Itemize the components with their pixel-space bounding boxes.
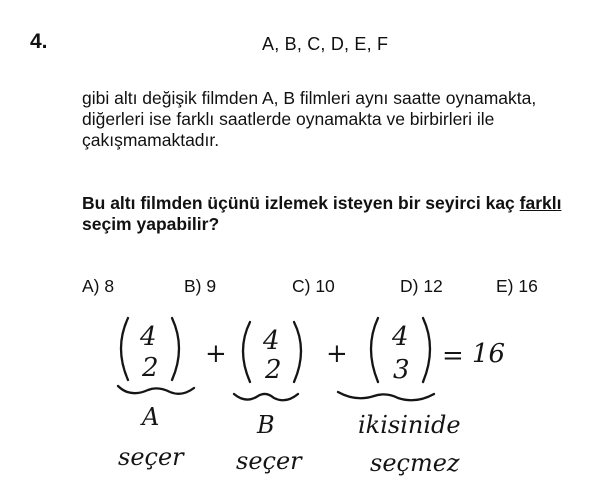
prompt-start: Bu altı filmden üçünü izlemek isteyen bir seyirci kaç bbox=[82, 193, 520, 213]
note-a: seçer bbox=[118, 443, 184, 471]
paren-right-2 bbox=[294, 322, 301, 382]
paren-left-1 bbox=[121, 318, 128, 380]
film-set: A, B, C, D, E, F bbox=[262, 34, 389, 54]
brace-2 bbox=[234, 394, 298, 400]
note-both: seçmez bbox=[370, 449, 460, 477]
result-value: 16 bbox=[472, 339, 506, 369]
label-b: B bbox=[257, 411, 275, 439]
choice-d[interactable]: D) 12 bbox=[400, 276, 443, 296]
plus-2: + bbox=[326, 339, 348, 369]
paren-left-2 bbox=[243, 322, 250, 382]
note-b: seçer bbox=[236, 447, 302, 475]
choice-a[interactable]: A) 8 bbox=[82, 276, 115, 296]
term2-bottom: 2 bbox=[265, 355, 282, 385]
choice-b[interactable]: B) 9 bbox=[184, 276, 217, 296]
term1-bottom: 2 bbox=[142, 353, 159, 383]
question-number: 4. bbox=[30, 30, 48, 53]
prompt-end: seçim yapabilir? bbox=[82, 214, 220, 234]
label-both: ikisinide bbox=[358, 411, 461, 439]
prompt-underlined: farklı bbox=[519, 193, 562, 213]
paren-right-1 bbox=[172, 318, 179, 380]
choice-c[interactable]: C) 10 bbox=[292, 276, 335, 296]
paren-left-3 bbox=[371, 318, 378, 382]
term2-top: 4 bbox=[263, 326, 280, 356]
equals-sign: = bbox=[442, 341, 464, 371]
choice-e[interactable]: E) 16 bbox=[496, 276, 538, 296]
plus-1: + bbox=[205, 339, 227, 369]
term3-top: 4 bbox=[392, 322, 409, 352]
brace-1 bbox=[118, 386, 194, 394]
paren-right-3 bbox=[423, 318, 430, 382]
label-a: A bbox=[142, 403, 160, 431]
term3-bottom: 3 bbox=[393, 355, 410, 385]
question-stem: gibi altı değişik filmden A, B filmleri aynı saatte oynamakta, diğerleri ise farklı saatlerde oynamakta ve birbirleri ile çakışmamaktadır. bbox=[82, 88, 537, 150]
term1-top: 4 bbox=[140, 322, 157, 352]
brace-3 bbox=[338, 392, 434, 400]
